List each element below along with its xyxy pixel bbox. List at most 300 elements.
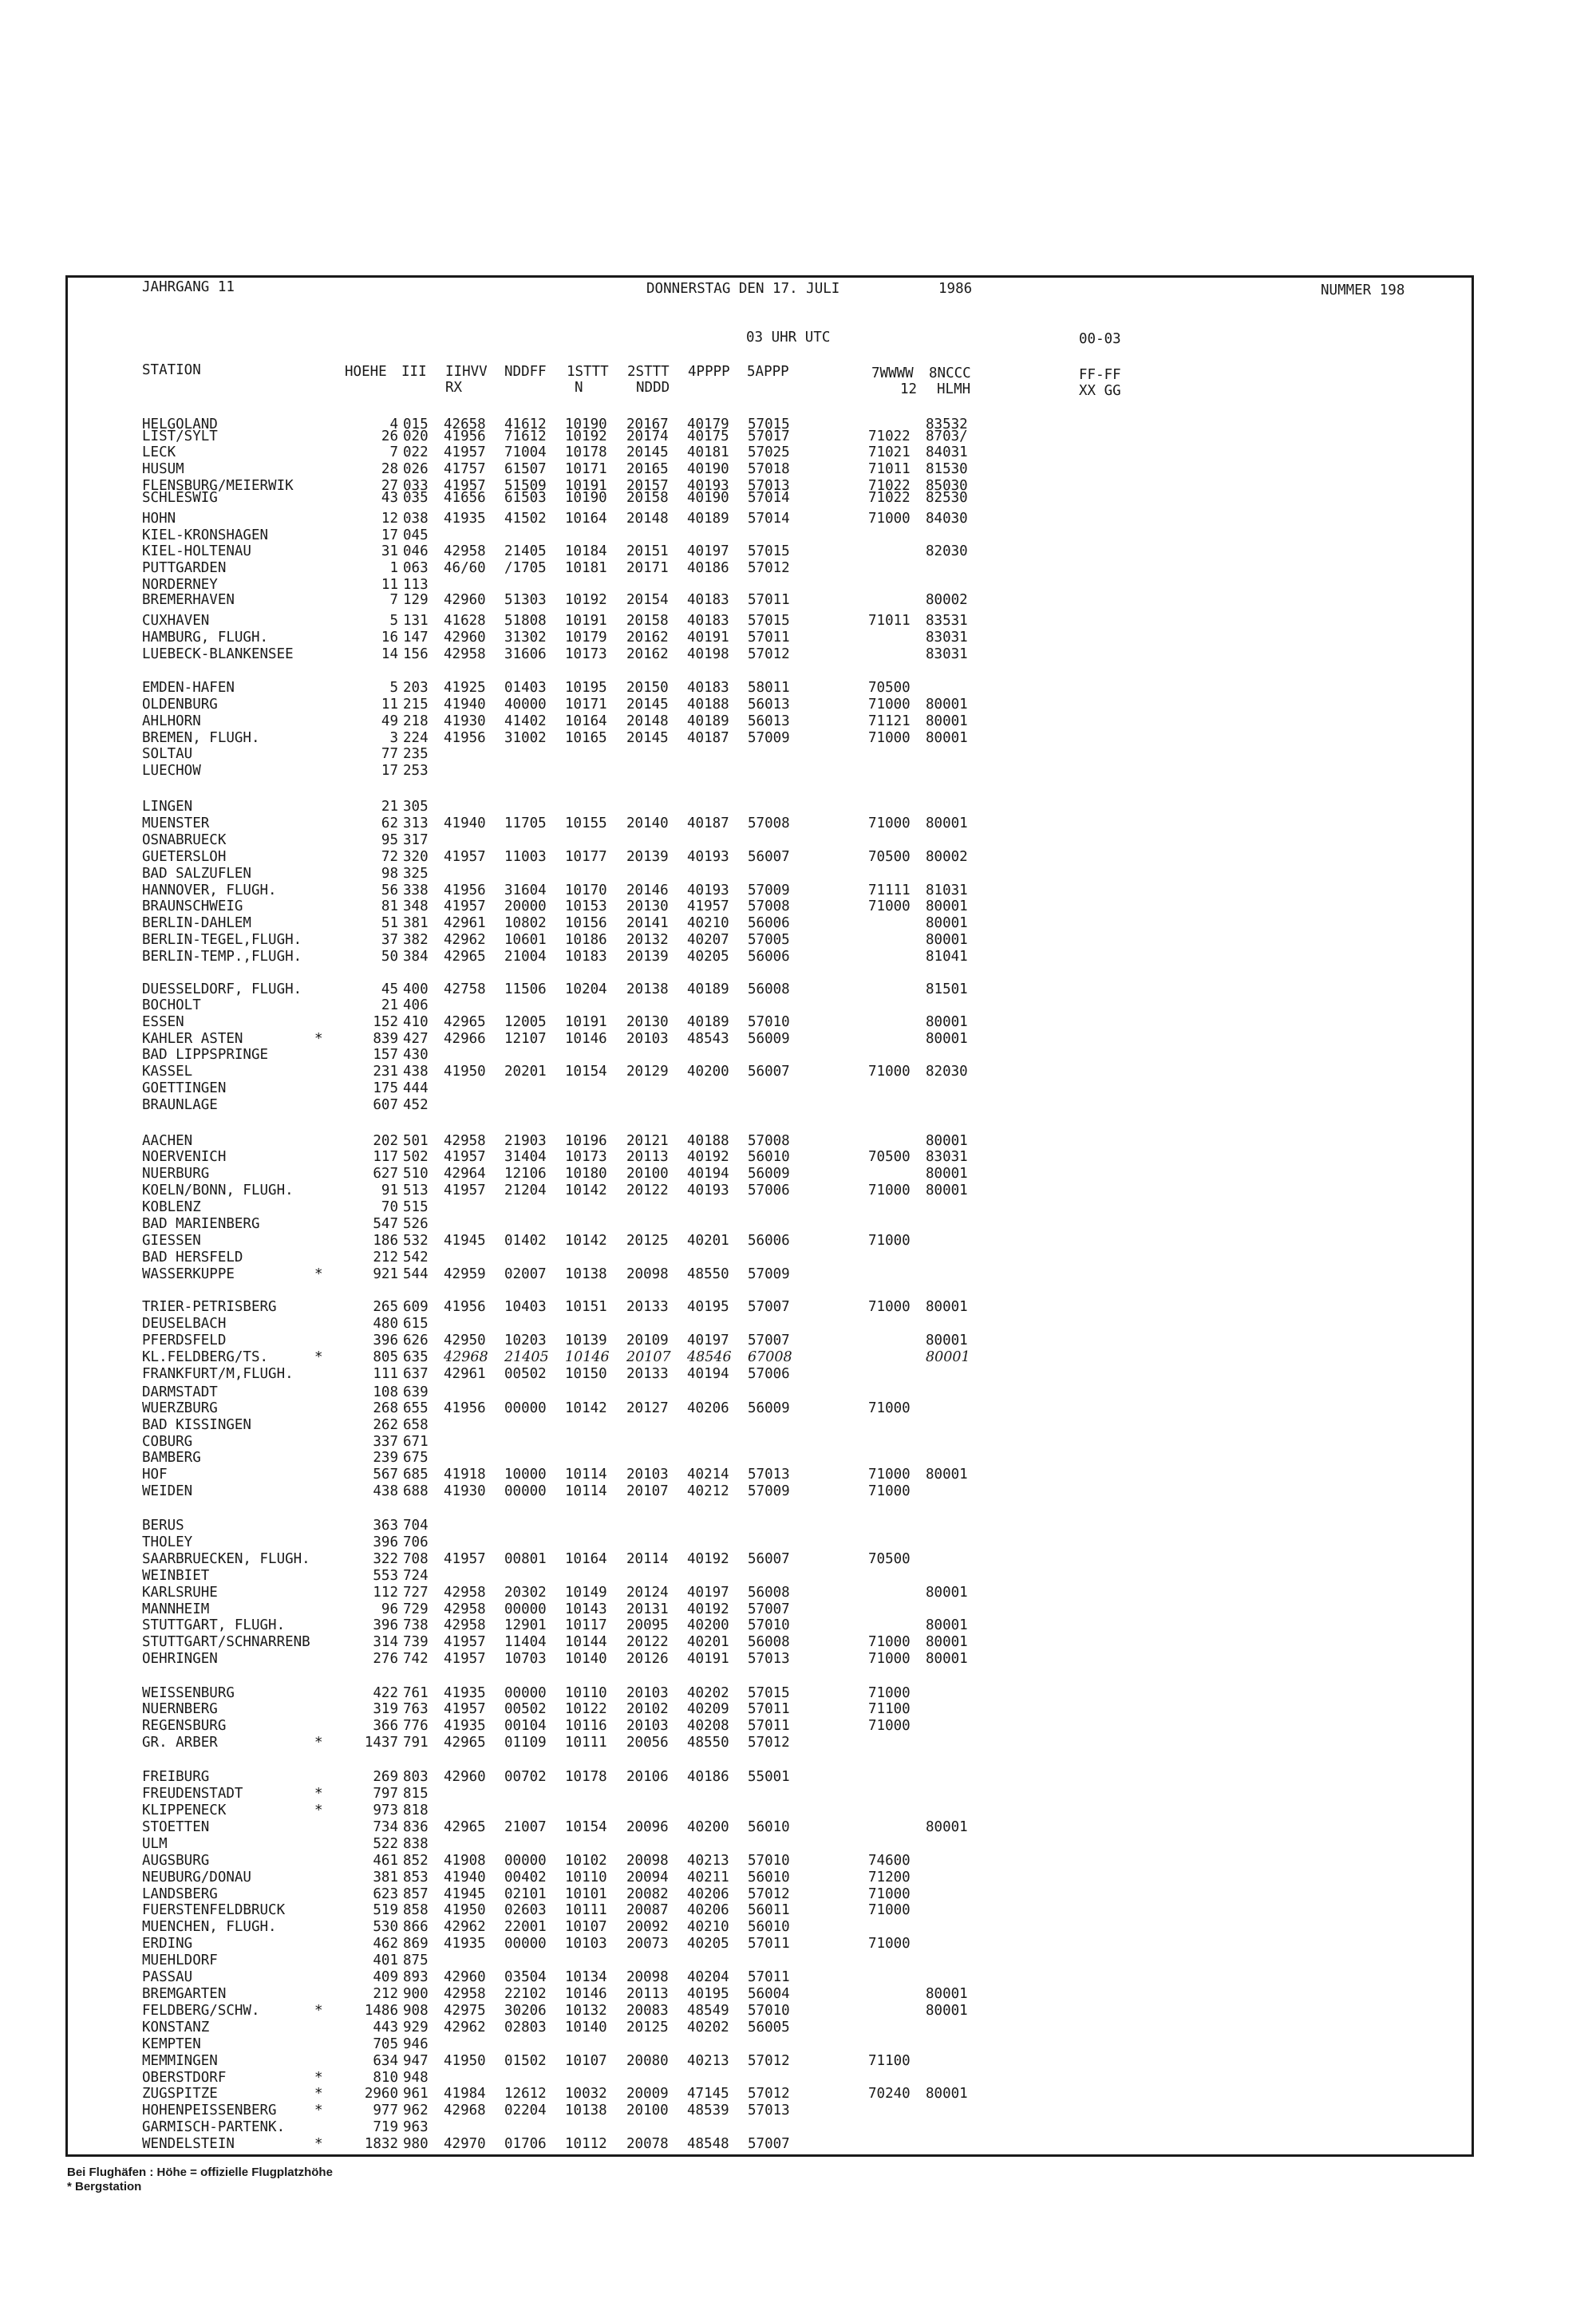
cell-iihvv: 42962	[444, 1919, 486, 1935]
cell-nddff: 01502	[504, 2053, 547, 2069]
cell-2sttt: 20098	[626, 1266, 669, 1282]
station-name: KEMPTEN	[142, 2036, 201, 2052]
date-label: DONNERSTAG DEN 17. JULI	[646, 281, 840, 297]
col-iihvv: IIHVV	[445, 364, 488, 380]
cell-iii: 063	[403, 560, 429, 576]
col-8nccc-sub: HLMH	[937, 381, 971, 397]
cell-2sttt: 20129	[626, 1064, 669, 1080]
cell-5appp: 57011	[748, 1969, 790, 1985]
cell-4pppp: 40183	[687, 613, 729, 629]
station-name: HOHN	[142, 511, 176, 527]
cell-nddff: 00000	[504, 1853, 547, 1869]
cell-hoehe: 443	[373, 2020, 398, 2035]
cell-hoehe: 567	[373, 1467, 398, 1483]
cell-4pppp: 40193	[687, 882, 729, 898]
table-row	[0, 1417, 1596, 1433]
cell-nddff: 01403	[504, 680, 547, 696]
cell-nddff: 00502	[504, 1701, 547, 1717]
cell-iii: 761	[403, 1685, 429, 1701]
cell-hoehe: 2960	[364, 2086, 398, 2102]
cell-hoehe: 16	[381, 630, 398, 646]
table-row	[0, 1434, 1596, 1450]
cell-2sttt: 20103	[626, 1031, 669, 1047]
station-name: MEMMINGEN	[142, 2053, 218, 2069]
cell-1sttt: 10101	[565, 1886, 607, 1902]
cell-hoehe: 11	[381, 697, 398, 713]
cell-8nccc: 80001	[926, 1014, 968, 1030]
cell-nddff: 51509	[504, 478, 547, 494]
cell-iihvv: 41957	[444, 1551, 486, 1567]
cell-5appp: 57015	[748, 543, 790, 559]
cell-iihvv: 41908	[444, 1853, 486, 1869]
cell-5appp: 57010	[748, 1014, 790, 1030]
cell-5appp: 57005	[748, 932, 790, 948]
cell-nddff: 03504	[504, 1969, 547, 1985]
cell-iii: 727	[403, 1585, 429, 1601]
cell-iii: 893	[403, 1969, 429, 1985]
cell-8nccc: 80001	[926, 1349, 970, 1365]
cell-iii: 980	[403, 2136, 429, 2152]
cell-5appp: 56007	[748, 849, 790, 865]
station-name: BAMBERG	[142, 1450, 201, 1466]
station-name: KIEL-HOLTENAU	[142, 543, 251, 559]
station-name: PFERDSFELD	[142, 1333, 227, 1348]
cell-8nccc: 80001	[926, 1133, 968, 1149]
cell-1sttt: 10195	[565, 680, 607, 696]
cell-5appp: 57012	[748, 1886, 790, 1902]
cell-2sttt: 20122	[626, 1634, 669, 1650]
table-row	[0, 1634, 1596, 1650]
cell-5appp: 57009	[748, 882, 790, 898]
cell-8nccc: 8703/	[926, 428, 968, 444]
cell-nddff: 61503	[504, 490, 547, 506]
station-name: LINGEN	[142, 799, 193, 815]
cell-5appp: 57009	[748, 1266, 790, 1282]
cell-4pppp: 48546	[687, 1349, 732, 1365]
cell-iii: 410	[403, 1014, 429, 1030]
table-row	[0, 2053, 1596, 2069]
cell-7wwww: 71000	[868, 1483, 911, 1499]
station-name: LANDSBERG	[142, 1886, 218, 1902]
station-name: BERLIN-TEMP.,FLUGH.	[142, 949, 302, 965]
cell-5appp: 57006	[748, 1366, 790, 1382]
cell-4pppp: 40197	[687, 1585, 729, 1601]
cell-1sttt: 10138	[565, 2103, 607, 2118]
table-row	[0, 1166, 1596, 1182]
cell-iii: 544	[403, 1266, 429, 1282]
cell-5appp: 57013	[748, 1467, 790, 1483]
cell-1sttt: 10146	[565, 1986, 607, 2002]
cell-1sttt: 10196	[565, 1133, 607, 1149]
cell-4pppp: 40206	[687, 1400, 729, 1416]
cell-8nccc: 80001	[926, 1986, 968, 2002]
cell-1sttt: 10134	[565, 1969, 607, 1985]
mountain-station-marker: *	[314, 1786, 323, 1802]
cell-nddff: 02007	[504, 1266, 547, 1282]
table-row	[0, 713, 1596, 729]
col-8nccc: 8NCCC	[929, 365, 971, 381]
cell-hoehe: 81	[381, 898, 398, 914]
cell-1sttt: 10173	[565, 1149, 607, 1165]
cell-8nccc: 80001	[926, 815, 968, 831]
cell-1sttt: 10146	[565, 1031, 607, 1047]
mountain-station-marker: *	[314, 2003, 323, 2019]
table-row	[0, 1534, 1596, 1550]
cell-iii: 022	[403, 444, 429, 460]
cell-hoehe: 117	[373, 1149, 398, 1165]
cell-7wwww: 71000	[868, 1936, 911, 1952]
cell-2sttt: 20146	[626, 882, 669, 898]
cell-hoehe: 401	[373, 1953, 398, 1968]
cell-iii: 038	[403, 511, 429, 527]
cell-2sttt: 20109	[626, 1333, 669, 1348]
station-name: PASSAU	[142, 1969, 193, 1985]
table-row	[0, 1216, 1596, 1232]
cell-nddff: 01706	[504, 2136, 547, 2152]
cell-nddff: 12612	[504, 2086, 547, 2102]
table-row	[0, 1617, 1596, 1633]
station-name: NEUBURG/DONAU	[142, 1870, 251, 1885]
cell-8nccc: 80001	[926, 2003, 968, 2019]
cell-7wwww: 71000	[868, 1299, 911, 1315]
cell-1sttt: 10144	[565, 1634, 607, 1650]
cell-iii: 430	[403, 1047, 429, 1063]
cell-hoehe: 17	[381, 763, 398, 779]
cell-nddff: 02101	[504, 1886, 547, 1902]
cell-hoehe: 186	[373, 1233, 398, 1249]
cell-iihvv: 41940	[444, 697, 486, 713]
cell-1sttt: 10164	[565, 1551, 607, 1567]
cell-4pppp: 40188	[687, 697, 729, 713]
cell-iihvv: 42958	[444, 1601, 486, 1617]
cell-iihvv: 42958	[444, 1133, 486, 1149]
cell-4pppp: 40179	[687, 417, 729, 432]
cell-iii: 020	[403, 428, 429, 444]
cell-nddff: 10403	[504, 1299, 547, 1315]
cell-iihvv: 42965	[444, 1735, 486, 1751]
cell-4pppp: 40195	[687, 1986, 729, 2002]
cell-7wwww: 74600	[868, 1853, 911, 1869]
cell-7wwww: 71200	[868, 1870, 911, 1885]
station-name: SOLTAU	[142, 746, 193, 762]
cell-iii: 510	[403, 1166, 429, 1182]
cell-2sttt: 20145	[626, 730, 669, 746]
cell-8nccc: 80001	[926, 1333, 968, 1348]
cell-4pppp: 40213	[687, 1853, 729, 1869]
cell-nddff: 00402	[504, 1870, 547, 1885]
station-name: KOELN/BONN, FLUGH.	[142, 1183, 294, 1198]
cell-1sttt: 10153	[565, 898, 607, 914]
cell-iihvv: 42965	[444, 949, 486, 965]
cell-4pppp: 40205	[687, 1936, 729, 1952]
cell-1sttt: 10116	[565, 1718, 607, 1734]
table-row	[0, 997, 1596, 1013]
cell-5appp: 57007	[748, 1333, 790, 1348]
table-row	[0, 882, 1596, 898]
cell-1sttt: 10192	[565, 428, 607, 444]
cell-iii: 615	[403, 1316, 429, 1332]
cell-hoehe: 202	[373, 1133, 398, 1149]
cell-2sttt: 20162	[626, 646, 669, 662]
cell-iii: 763	[403, 1701, 429, 1717]
cell-5appp: 56010	[748, 1149, 790, 1165]
cell-iihvv: 41940	[444, 1870, 486, 1885]
table-row	[0, 1366, 1596, 1382]
table-row	[0, 577, 1596, 593]
cell-hoehe: 1486	[364, 2003, 398, 2019]
cell-1sttt: 10181	[565, 560, 607, 576]
cell-hoehe: 381	[373, 1870, 398, 1885]
cell-iihvv: 41957	[444, 849, 486, 865]
table-row	[0, 1518, 1596, 1534]
cell-1sttt: 10191	[565, 1014, 607, 1030]
cell-hoehe: 977	[373, 2103, 398, 2118]
cell-hoehe: 1437	[364, 1735, 398, 1751]
cell-hoehe: 7	[389, 444, 398, 460]
cell-4pppp: 47145	[687, 2086, 729, 2102]
cell-2sttt: 20125	[626, 2020, 669, 2035]
cell-5appp: 56008	[748, 1634, 790, 1650]
table-row	[0, 1969, 1596, 1985]
col-4pppp: 4PPPP	[688, 364, 730, 380]
cell-2sttt: 20107	[626, 1349, 671, 1365]
cell-1sttt: 10173	[565, 646, 607, 662]
station-name: HELGOLAND	[142, 417, 218, 432]
cell-1sttt: 10140	[565, 2020, 607, 2035]
cell-1sttt: 10180	[565, 1166, 607, 1182]
cell-2sttt: 20162	[626, 630, 669, 646]
cell-4pppp: 40206	[687, 1886, 729, 1902]
cell-4pppp: 40213	[687, 2053, 729, 2069]
table-row	[0, 932, 1596, 948]
cell-4pppp: 40187	[687, 730, 729, 746]
cell-iii: 852	[403, 1853, 429, 1869]
cell-5appp: 57012	[748, 2086, 790, 2102]
cell-5appp: 56013	[748, 713, 790, 729]
cell-4pppp: 40202	[687, 1685, 729, 1701]
cell-hoehe: 634	[373, 2053, 398, 2069]
cell-4pppp: 40210	[687, 915, 729, 931]
table-row	[0, 763, 1596, 779]
cell-7wwww: 71000	[868, 898, 911, 914]
table-row	[0, 1551, 1596, 1567]
cell-8nccc: 84031	[926, 444, 968, 460]
col-iii: III	[401, 364, 427, 380]
cell-nddff: 12005	[504, 1014, 547, 1030]
cell-hoehe: 5	[389, 680, 398, 696]
station-name: MUEHLDORF	[142, 1953, 218, 1968]
cell-nddff: 20302	[504, 1585, 547, 1601]
cell-hoehe: 627	[373, 1166, 398, 1182]
cell-hoehe: 276	[373, 1651, 398, 1667]
cell-iii: 708	[403, 1551, 429, 1567]
cell-2sttt: 20145	[626, 444, 669, 460]
cell-7wwww: 71011	[868, 461, 911, 477]
table-row	[0, 1400, 1596, 1416]
table-row	[0, 1133, 1596, 1149]
cell-7wwww: 71000	[868, 1400, 911, 1416]
table-row	[0, 849, 1596, 865]
cell-1sttt: 10114	[565, 1483, 607, 1499]
cell-5appp: 57013	[748, 478, 790, 494]
cell-5appp: 57013	[748, 1651, 790, 1667]
table-row	[0, 1483, 1596, 1499]
cell-5appp: 55001	[748, 1769, 790, 1785]
cell-hoehe: 1832	[364, 2136, 398, 2152]
table-row	[0, 1735, 1596, 1751]
station-name: BRAUNSCHWEIG	[142, 898, 243, 914]
table-row	[0, 1953, 1596, 1968]
station-name: LECK	[142, 444, 176, 460]
cell-5appp: 57015	[748, 1685, 790, 1701]
cell-4pppp: 40207	[687, 932, 729, 948]
cell-8nccc: 82030	[926, 1064, 968, 1080]
cell-2sttt: 20087	[626, 1902, 669, 1918]
cell-hoehe: 70	[381, 1199, 398, 1215]
cell-5appp: 57018	[748, 461, 790, 477]
cell-hoehe: 72	[381, 849, 398, 865]
cell-4pppp: 40189	[687, 1014, 729, 1030]
station-name: KL.FELDBERG/TS.	[142, 1349, 269, 1365]
cell-5appp: 56013	[748, 697, 790, 713]
cell-7wwww: 71000	[868, 1634, 911, 1650]
cell-iihvv: 42960	[444, 630, 486, 646]
cell-hoehe: 262	[373, 1417, 398, 1433]
cell-iihvv: 42758	[444, 981, 486, 997]
cell-2sttt: 20082	[626, 1886, 669, 1902]
cell-5appp: 56009	[748, 1166, 790, 1182]
cell-iihvv: 42958	[444, 1585, 486, 1601]
cell-hoehe: 152	[373, 1014, 398, 1030]
cell-5appp: 57014	[748, 490, 790, 506]
cell-iihvv: 41945	[444, 1886, 486, 1902]
mountain-station-marker: *	[314, 1735, 323, 1751]
cell-2sttt: 20158	[626, 490, 669, 506]
cell-iihvv: 41918	[444, 1467, 486, 1483]
cell-iii: 639	[403, 1384, 429, 1400]
cell-iii: 045	[403, 527, 429, 543]
cell-2sttt: 20167	[626, 417, 669, 432]
cell-4pppp: 40183	[687, 680, 729, 696]
cell-5appp: 57012	[748, 1735, 790, 1751]
table-row	[0, 1786, 1596, 1802]
cell-7wwww: 71022	[868, 478, 911, 494]
col-1sttt: 1STTT	[567, 364, 609, 380]
cell-nddff: 51303	[504, 592, 547, 608]
table-row	[0, 1986, 1596, 2002]
cell-8nccc: 81530	[926, 461, 968, 477]
cell-5appp: 57007	[748, 1601, 790, 1617]
cell-5appp: 56005	[748, 2020, 790, 2035]
cell-1sttt: 10149	[565, 1585, 607, 1601]
cell-1sttt: 10190	[565, 490, 607, 506]
station-name: KLIPPENECK	[142, 1802, 227, 1818]
station-name: DEUSELBACH	[142, 1316, 227, 1332]
station-name: TRIER-PETRISBERG	[142, 1299, 277, 1315]
cell-2sttt: 20151	[626, 543, 669, 559]
cell-hoehe: 239	[373, 1450, 398, 1466]
cell-4pppp: 40191	[687, 630, 729, 646]
cell-hoehe: 108	[373, 1384, 398, 1400]
station-name: GOETTINGEN	[142, 1080, 227, 1096]
cell-hoehe: 62	[381, 815, 398, 831]
cell-2sttt: 20121	[626, 1133, 669, 1149]
station-name: WENDELSTEIN	[142, 2136, 235, 2152]
cell-5appp: 57008	[748, 898, 790, 914]
cell-iihvv: 41957	[444, 1701, 486, 1717]
cell-1sttt: 10140	[565, 1651, 607, 1667]
table-row	[0, 1266, 1596, 1282]
col-ff: FF-FF	[1079, 367, 1121, 383]
cell-hoehe: 212	[373, 1250, 398, 1265]
cell-8nccc: 80002	[926, 592, 968, 608]
station-name: STUTTGART, FLUGH.	[142, 1617, 286, 1633]
table-row	[0, 1047, 1596, 1063]
cell-4pppp: 40212	[687, 1483, 729, 1499]
table-row	[0, 1149, 1596, 1165]
cell-4pppp: 40193	[687, 1183, 729, 1198]
volume-label: JAHRGANG 11	[142, 279, 235, 295]
table-row	[0, 2020, 1596, 2035]
cell-nddff: 01109	[504, 1735, 547, 1751]
cell-5appp: 57014	[748, 511, 790, 527]
cell-nddff: 22102	[504, 1986, 547, 2002]
cell-8nccc: 80001	[926, 1819, 968, 1835]
cell-1sttt: 10165	[565, 730, 607, 746]
station-name: HANNOVER, FLUGH.	[142, 882, 277, 898]
cell-2sttt: 20083	[626, 2003, 669, 2019]
cell-hoehe: 719	[373, 2119, 398, 2135]
table-row	[0, 898, 1596, 914]
cell-4pppp: 40205	[687, 949, 729, 965]
cell-iii: 384	[403, 949, 429, 965]
cell-iii: 729	[403, 1601, 429, 1617]
col-iihvv-sub: RX	[445, 380, 463, 396]
cell-4pppp: 40175	[687, 428, 729, 444]
cell-2sttt: 20148	[626, 511, 669, 527]
station-name: GUETERSLOH	[142, 849, 227, 865]
cell-hoehe: 50	[381, 949, 398, 965]
cell-hoehe: 56	[381, 882, 398, 898]
cell-hoehe: 14	[381, 646, 398, 662]
cell-2sttt: 20126	[626, 1651, 669, 1667]
cell-hoehe: 734	[373, 1819, 398, 1835]
cell-hoehe: 51	[381, 915, 398, 931]
cell-nddff: 31404	[504, 1149, 547, 1165]
station-name: LIST/SYLT	[142, 428, 218, 444]
table-row	[0, 1769, 1596, 1785]
cell-hoehe: 409	[373, 1969, 398, 1985]
cell-4pppp: 40202	[687, 2020, 729, 2035]
cell-5appp: 56006	[748, 1233, 790, 1249]
cell-hoehe: 396	[373, 1617, 398, 1633]
cell-4pppp: 40189	[687, 981, 729, 997]
cell-iihvv: 42950	[444, 1333, 486, 1348]
table-row	[0, 543, 1596, 559]
cell-2sttt: 20132	[626, 932, 669, 948]
cell-iii: 963	[403, 2119, 429, 2135]
cell-4pppp: 40195	[687, 1299, 729, 1315]
cell-iii: 406	[403, 997, 429, 1013]
cell-iii: 869	[403, 1936, 429, 1952]
cell-iihvv: 42961	[444, 915, 486, 931]
cell-4pppp: 48549	[687, 2003, 729, 2019]
table-row	[0, 560, 1596, 576]
cell-hoehe: 366	[373, 1718, 398, 1734]
cell-5appp: 56010	[748, 1919, 790, 1935]
cell-iihvv: 41940	[444, 815, 486, 831]
cell-5appp: 57011	[748, 1701, 790, 1717]
